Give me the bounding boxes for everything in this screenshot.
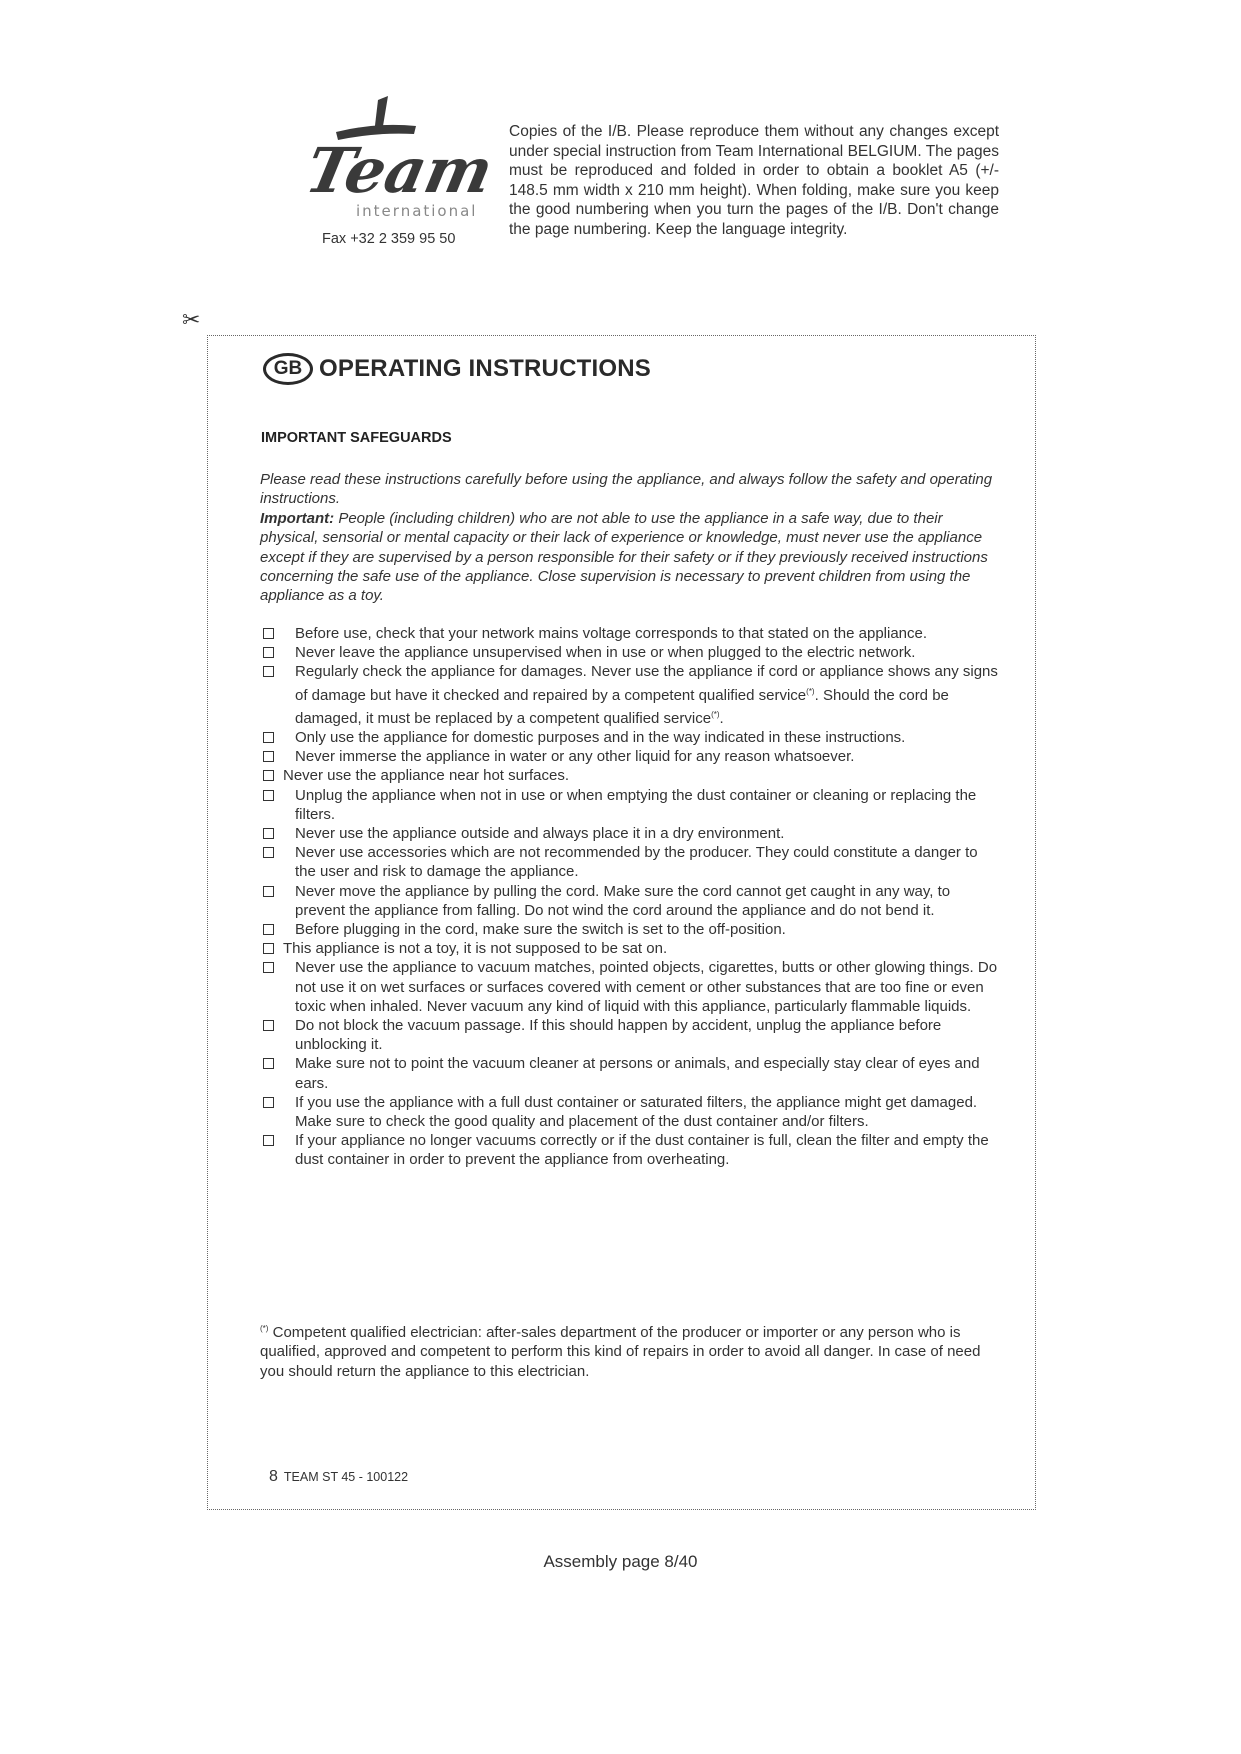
checkbox-icon <box>263 628 274 639</box>
logo-word: Team <box>299 133 500 207</box>
safeguards-list <box>261 624 1001 1170</box>
checkbox-icon <box>263 770 274 781</box>
gb-language-badge: GB <box>263 353 313 385</box>
scissors-icon: ✂ <box>182 307 201 332</box>
checkbox-icon <box>263 1135 274 1146</box>
list-item: Do not block the vacuum passage. If this should happen by accident, unplug the appliance before unblocking it. <box>261 1016 1001 1054</box>
list-item: Only use the appliance for domestic purposes and in the way indicated in these instructions. <box>261 728 1001 747</box>
section-title-row <box>263 353 651 385</box>
intro-paragraph <box>260 470 1000 606</box>
team-international-logo <box>299 92 500 222</box>
footnote-text: Competent qualified electrician: after-sales department of the producer or importer or any person who is qualified, approved and competent to perform this kind of repairs in order to avoid all danger. In case of need you should return the appliance to this electrician. <box>260 1324 981 1380</box>
checkbox-icon <box>263 751 274 762</box>
footnote-ref: (*) <box>806 686 815 696</box>
list-item: Before plugging in the cord, make sure the switch is set to the off-position. <box>261 920 1001 939</box>
checkbox-icon <box>263 1058 274 1069</box>
logo-sub: international <box>356 202 478 220</box>
checkbox-icon <box>263 924 274 935</box>
checkbox-icon <box>263 790 274 801</box>
reproduction-instructions: Copies of the I/B. Please reproduce them without any changes except under special instruction from Team International BELGIUM. The pages must be reproduced and folded in order to obtain a booklet A5 (+/- 148.5 mm width x 210 mm height). When folding, make sure you keep the good numbering when you turn the pages of the I/B. Don't change the page numbering. Keep the language integrity. <box>509 123 999 238</box>
model-code: TEAM ST 45 - 100122 <box>283 1470 409 1484</box>
list-item: Never use the appliance near hot surfaces. <box>261 766 1001 785</box>
list-item: Unplug the appliance when not in use or when emptying the dust container or cleaning or replacing the filters. <box>261 786 1001 824</box>
list-item: Never use the appliance outside and always place it in a dry environment. <box>261 824 1001 843</box>
list-item: If you use the appliance with a full dust container or saturated filters, the appliance might get damaged. Make sure to check the good quality and placement of the dust container and/or filters. <box>261 1093 1001 1131</box>
intro-text-2: People (including children) who are not able to use the appliance in a safe way, due to their physical, sensorial or mental capacity or their lack of experience or knowledge, must never use the appliance except if they are supervised by a person responsible for their safety or if they previously received instructions concerning the safe use of the appliance. Close supervision is necessary to prevent children from using the appliance as a toy. <box>260 509 988 605</box>
important-label: Important: <box>260 509 335 527</box>
checkbox-icon <box>263 1020 274 1031</box>
checkbox-icon <box>263 647 274 658</box>
checkbox-icon <box>263 1097 274 1108</box>
checkbox-icon <box>263 962 274 973</box>
footnote-mark: (*) <box>260 1324 269 1333</box>
footnote-ref: (*) <box>711 709 720 719</box>
fax-number: Fax +32 2 359 95 50 <box>322 231 456 247</box>
list-item: This appliance is not a toy, it is not supposed to be sat on. <box>261 939 1001 958</box>
assembly-page-label: Assembly page 8/40 <box>543 1552 698 1571</box>
page-title: OPERATING INSTRUCTIONS <box>319 355 651 382</box>
checkbox-icon <box>263 666 274 677</box>
checkbox-icon <box>263 828 274 839</box>
list-item: Never move the appliance by pulling the cord. Make sure the cord cannot get caught in any way, to prevent the appliance from falling. Do not wind the cord around the appliance and do not bend it. <box>261 882 1001 920</box>
list-item: Never use accessories which are not recommended by the producer. They could constitute a danger to the user and risk to damage the appliance. <box>261 843 1001 881</box>
footnote <box>260 1319 1000 1381</box>
list-item: Never leave the appliance unsupervised when in use or when plugged to the electric network. <box>261 643 1001 662</box>
list-item: Never immerse the appliance in water or any other liquid for any reason whatsoever. <box>261 747 1001 766</box>
checkbox-icon <box>263 886 274 897</box>
list-item: If your appliance no longer vacuums correctly or if the dust container is full, clean the filter and empty the dust container in order to prevent the appliance from overheating. <box>261 1131 1001 1169</box>
intro-text-1: Please read these instructions carefully before using the appliance, and always follow the safety and operating instructions. <box>260 471 993 508</box>
list-item: Make sure not to point the vacuum cleaner at persons or animals, and especially stay clear of eyes and ears. <box>261 1054 1001 1092</box>
list-item: Before use, check that your network mains voltage corresponds to that stated on the appliance. <box>261 624 1001 643</box>
list-item: Never use the appliance to vacuum matches, pointed objects, cigarettes, butts or other glowing things. Do not use it on wet surfaces or surfaces covered with cement or other substances that are too fine or even toxic when inhaled. Never vacuum any kind of liquid with this appliance, particularly flammable liquids. <box>261 958 1001 1016</box>
list-item: Regularly check the appliance for damages. Never use the appliance if cord or appliance shows any signs of damage but have it checked and repaired by a competent qualified service(*). Should the cord be damaged, it must be replaced by a competent qualified service(*). <box>261 662 1001 728</box>
page-footer <box>269 1468 408 1486</box>
checkbox-icon <box>263 847 274 858</box>
safeguards-heading: IMPORTANT SAFEGUARDS <box>261 430 452 446</box>
checkbox-icon <box>263 732 274 743</box>
checkbox-icon <box>263 943 274 954</box>
page-number: 8 <box>269 1468 278 1485</box>
